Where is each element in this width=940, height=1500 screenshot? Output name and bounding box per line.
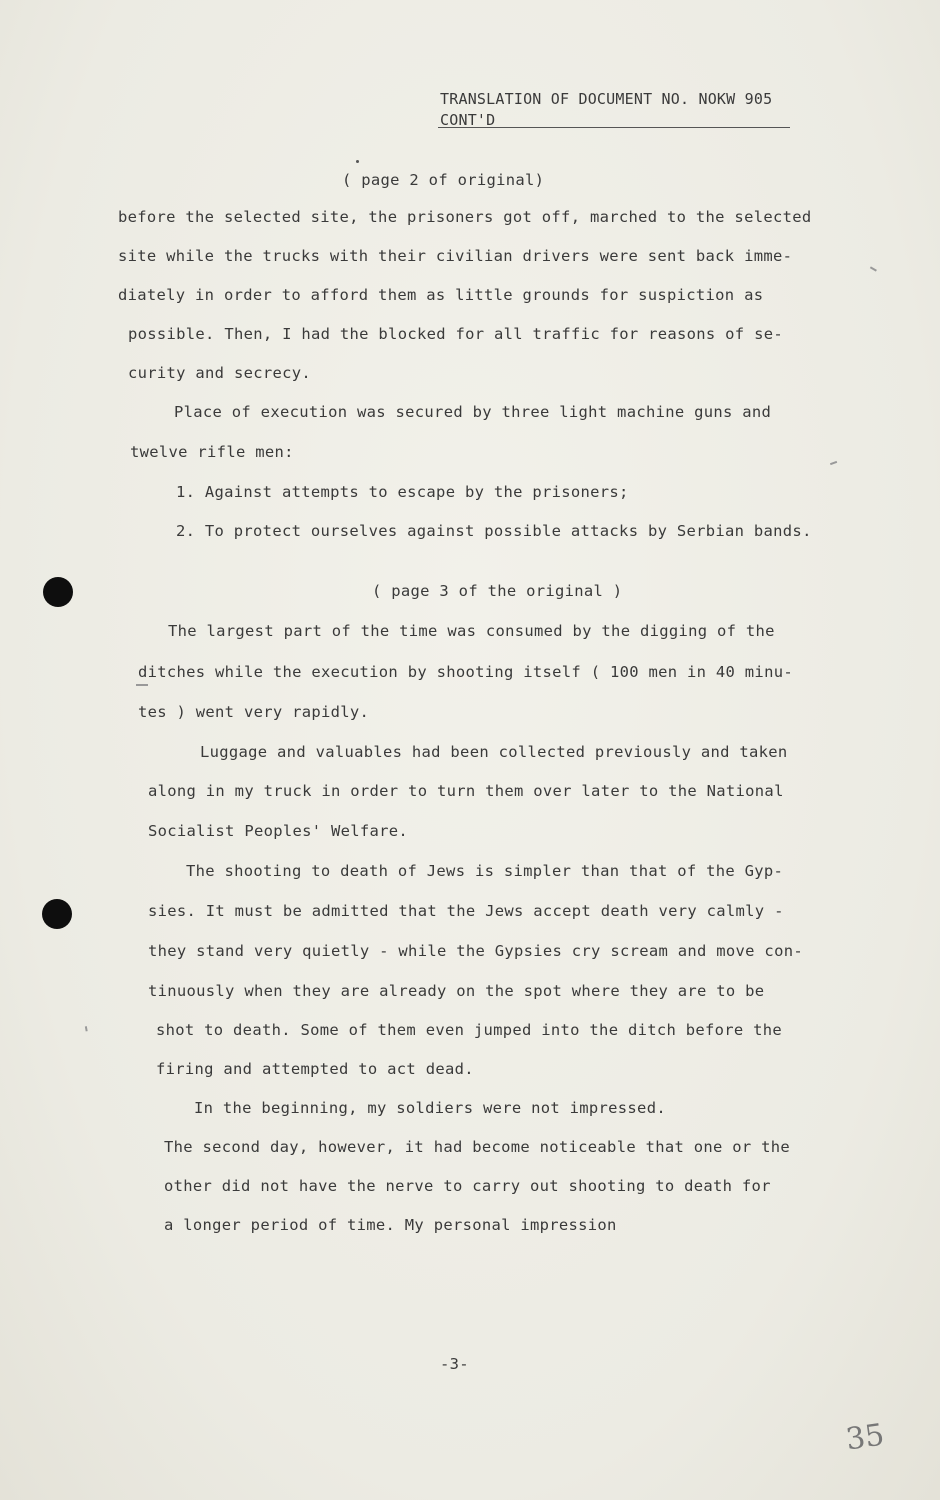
- para1-line: site while the trucks with their civilian drivers were sent back imme-: [118, 247, 793, 265]
- para6-line: other did not have the nerve to carry out shooting to death for: [164, 1177, 771, 1195]
- list-item: 2. To protect ourselves against possible attacks by Serbian bands.: [176, 522, 812, 540]
- continued-label: CONT'D: [440, 111, 496, 129]
- paper-mark: [830, 461, 837, 465]
- handwritten-page-number: 35: [843, 1417, 887, 1458]
- para1-line: curity and secrecy.: [128, 364, 312, 382]
- header-underline: [438, 127, 790, 128]
- para1-line: before the selected site, the prisoners got off, marched to the selected: [118, 208, 812, 226]
- page-2-marker: ( page 2 of original): [342, 171, 545, 189]
- para6-line: The second day, however, it had become noticeable that one or the: [164, 1138, 791, 1156]
- list-item: 1. Against attempts to escape by the prisoners;: [176, 483, 629, 501]
- page-number: -3-: [440, 1355, 469, 1373]
- para4-line: Socialist Peoples' Welfare.: [148, 822, 409, 840]
- para5-line: tinuously when they are already on the spot where they are to be: [148, 982, 765, 1000]
- para6-line: a longer period of time. My personal impression: [164, 1216, 617, 1234]
- para1-line: possible. Then, I had the blocked for all traffic for reasons of se-: [128, 325, 783, 343]
- para2-line: twelve rifle men:: [130, 443, 294, 461]
- para5-line: shot to death. Some of them even jumped into the ditch before the: [156, 1021, 783, 1039]
- paper-mark: [870, 266, 877, 271]
- para4-line: Luggage and valuables had been collected previously and taken: [200, 743, 788, 761]
- para1-line: diately in order to afford them as little grounds for suspiction as: [118, 286, 764, 304]
- paper-mark: [85, 1026, 87, 1031]
- para5-line: firing and attempted to act dead.: [156, 1060, 474, 1078]
- document-title: TRANSLATION OF DOCUMENT NO. NOKW 905: [440, 90, 773, 108]
- page-3-marker: ( page 3 of the original ): [372, 582, 623, 600]
- para4-line: along in my truck in order to turn them over later to the National: [148, 782, 784, 800]
- para5-line: they stand very quietly - while the Gypsies cry scream and move con-: [148, 942, 803, 960]
- stray-mark: [356, 160, 359, 163]
- para3-line: ditches while the execution by shooting itself ( 100 men in 40 minu-: [138, 663, 793, 681]
- para3-line: The largest part of the time was consumed by the digging of the: [168, 622, 775, 640]
- pencil-mark: [136, 684, 148, 686]
- para6-line: In the beginning, my soldiers were not impressed.: [194, 1099, 666, 1117]
- para5-line: sies. It must be admitted that the Jews accept death very calmly -: [148, 902, 784, 920]
- punch-hole: [42, 899, 72, 929]
- punch-hole: [43, 577, 73, 607]
- para3-line: tes ) went very rapidly.: [138, 703, 370, 721]
- para2-line: Place of execution was secured by three light machine guns and: [174, 403, 772, 421]
- para5-line: The shooting to death of Jews is simpler than that of the Gyp-: [186, 862, 784, 880]
